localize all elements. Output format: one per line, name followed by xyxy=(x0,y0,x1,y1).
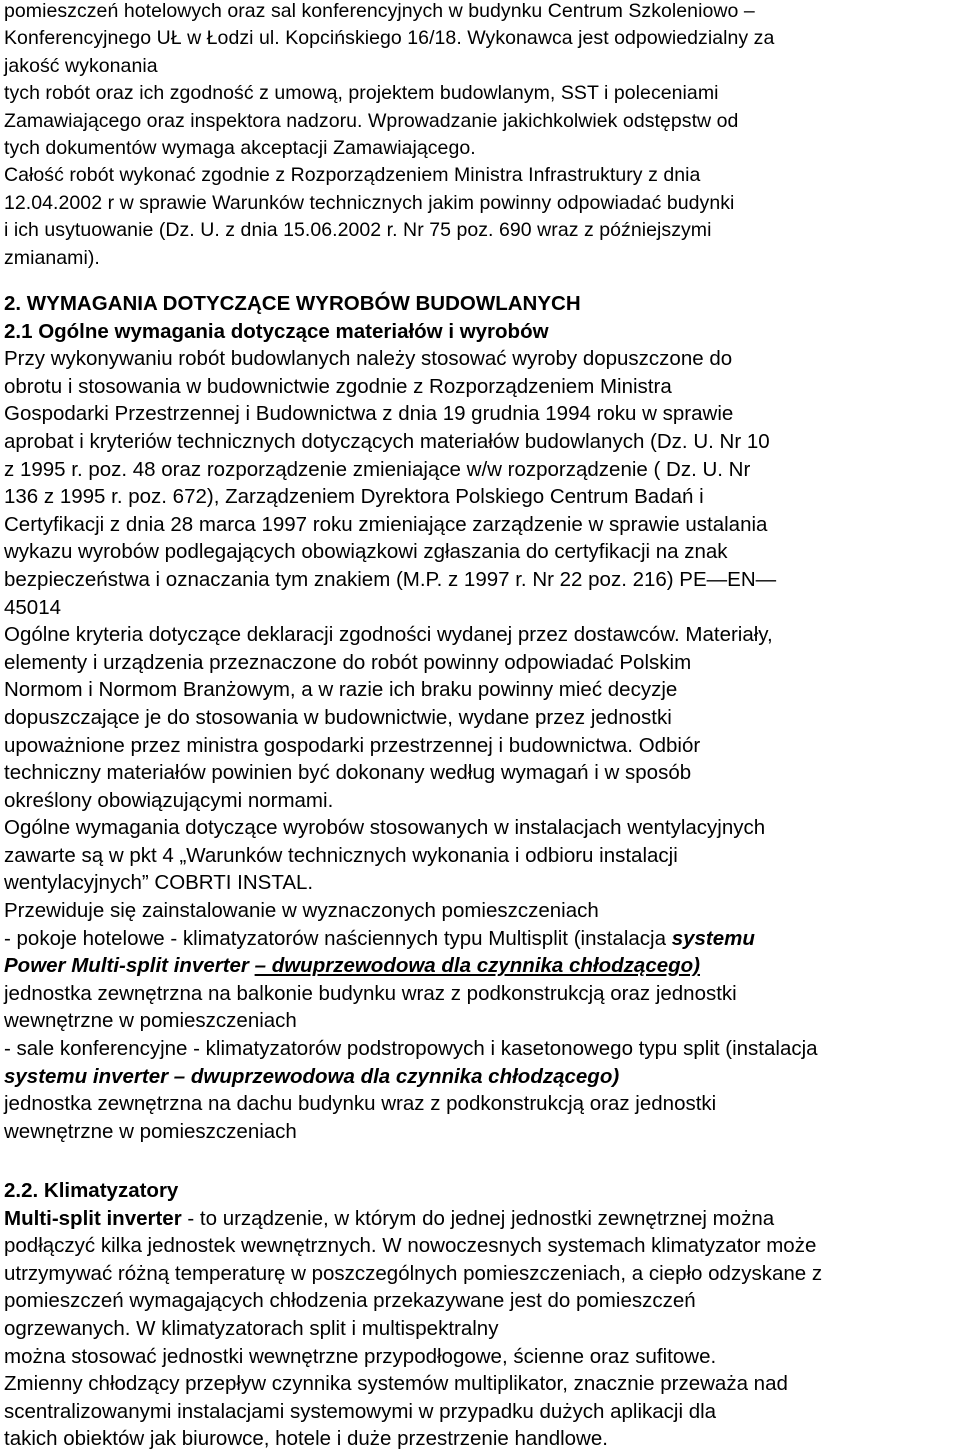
text-line: dopuszczające je do stosowania w budownictwie, wydane przez jednostki xyxy=(4,705,672,729)
section-2-2 xyxy=(4,1177,822,1453)
text-line: wentylacyjnych” COBRTI INSTAL. xyxy=(4,871,314,895)
text-line: Zmienny chłodzący przepływ czynnika systemów multiplikator, znacznie przeważa nad xyxy=(4,1372,788,1396)
text-line: podłączyć kilka jednostek wewnętrznych. W nowoczesnych systemach klimatyzator może xyxy=(4,1234,817,1258)
text-line: i ich usytuowanie (Dz. U. z dnia 15.06.2002 r. Nr 75 poz. 690 wraz z późniejszymi xyxy=(4,219,712,242)
text-line: Gospodarki Przestrzennej i Budownictwa z dnia 19 grudnia 1994 roku w sprawie xyxy=(4,402,734,426)
text-line: jednostka zewnętrzna na balkonie budynku wraz z podkonstrukcją oraz jednostki xyxy=(4,981,737,1005)
text-line: zmianami). xyxy=(4,246,100,269)
text-line: Ogólne kryteria dotyczące deklaracji zgodności wydanej przez dostawców. Materiały, xyxy=(4,623,773,647)
section-heading: 2.2. Klimatyzatory xyxy=(4,1179,179,1202)
text-line: określony obowiązującymi normami. xyxy=(4,788,334,812)
text-line: Konferencyjnego UŁ w Łodzi ul. Kopcińskiego 16/18. Wykonawca jest odpowiedzialny za xyxy=(4,27,775,50)
text-line: tych dokumentów wymaga akceptacji Zamawiającego. xyxy=(4,137,476,160)
text-line: z 1995 r. poz. 48 oraz rozporządzenie zmieniające w/w rozporządzenie ( Dz. U. Nr xyxy=(4,457,751,481)
text-line: 45014 xyxy=(4,595,62,619)
text-line: pomieszczeń hotelowych oraz sal konferencyjnych w budynku Centrum Szkoleniowo – xyxy=(4,0,755,22)
text-line: zawarte są w pkt 4 „Warunków technicznych wykonania i odbioru instalacji xyxy=(4,843,678,867)
hotel-rooms-text: - pokoje hotelowe - klimatyzatorów naściennych typu Multisplit (instalacja xyxy=(4,926,672,950)
text-line: pomieszczeń wymagających chłodzenia przekazywane jest do pomieszczeń xyxy=(4,1289,696,1313)
hotel-rooms-line xyxy=(4,925,818,953)
text-line: utrzymywać różną temperaturę w poszczególnych pomieszczeniach, a ciepło odzyskane z xyxy=(4,1261,823,1285)
text-line: tych robót oraz ich zgodność z umową, projektem budowlanym, SST i poleceniami xyxy=(4,82,719,105)
text-line: techniczny materiałów powinien być dokonany według wymagań i w sposób xyxy=(4,761,692,785)
system-description: – dwuprzewodowa dla czynnika chłodzącego) xyxy=(173,1064,620,1088)
system-emphasis: systemu xyxy=(671,926,755,950)
text-line: jakość wykonania xyxy=(4,54,158,77)
text-line: jednostka zewnętrzna na dachu budynku wraz z podkonstrukcją oraz jednostki xyxy=(4,1092,717,1116)
text-line: Zamawiającego oraz inspektora nadzoru. Wprowadzanie jakichkolwiek odstępstw od xyxy=(4,109,739,132)
lead-line xyxy=(4,1205,822,1233)
text-line: elementy i urządzenia przeznaczone do robót powinny odpowiadać Polskim xyxy=(4,650,692,674)
conference-system-line xyxy=(4,1063,818,1091)
subsection-heading: 2.1 Ogólne wymagania dotyczące materiałów i wyrobów xyxy=(4,319,549,343)
text-line: wewnętrzne w pomieszczeniach xyxy=(4,1119,297,1143)
text-line: Normom i Normom Branżowym, a w razie ich braku powinny mieć decyzje xyxy=(4,678,678,702)
conference-rooms-line: - sale konferencyjne - klimatyzatorów podstropowych i kasetonowego typu split (instalacja xyxy=(4,1037,818,1061)
text-line: Ogólne wymagania dotyczące wyrobów stosowanych w instalacjach wentylacyjnych xyxy=(4,816,766,840)
hotel-system-line xyxy=(4,952,818,980)
text-line: upoważnione przez ministra gospodarki przestrzennej i budownictwa. Odbiór xyxy=(4,733,701,757)
text-line: można stosować jednostki wewnętrzne przypodłogowe, ścienne oraz sufitowe. xyxy=(4,1344,717,1368)
lead-term: Multi-split inverter xyxy=(4,1206,182,1230)
system-name: Power Multi-split inverter xyxy=(4,954,255,978)
text-line: obrotu i stosowania w budownictwie zgodnie z Rozporządzeniem Ministra xyxy=(4,374,672,398)
section-2 xyxy=(4,290,818,1145)
section-heading: 2. WYMAGANIA DOTYCZĄCE WYROBÓW BUDOWLANYCH xyxy=(4,292,581,315)
text-line: Certyfikacji z dnia 28 marca 1997 roku zmieniające zarządzenie w sprawie ustalania xyxy=(4,512,768,536)
intro-paragraph xyxy=(4,0,774,272)
system-name: systemu inverter xyxy=(4,1064,174,1088)
system-description: – dwuprzewodowa dla czynnika chłodzącego) xyxy=(254,954,700,978)
text-line: Przy wykonywaniu robót budowlanych należy stosować wyroby dopuszczone do xyxy=(4,347,733,371)
text-line: 136 z 1995 r. poz. 672), Zarządzeniem Dyrektora Polskiego Centrum Badań i xyxy=(4,485,704,509)
text-line: bezpieczeństwa i oznaczania tym znakiem (M.P. z 1997 r. Nr 22 poz. 216) PE—EN— xyxy=(4,567,777,591)
text-line: aprobat i kryteriów technicznych dotyczących materiałów budowlanych (Dz. U. Nr 10 xyxy=(4,429,770,453)
text-line: wewnętrzne w pomieszczeniach xyxy=(4,1009,297,1033)
text-line: wykazu wyrobów podlegających obowiązkowi zgłaszania do certyfikacji na znak xyxy=(4,540,728,564)
text-line: ogrzewanych. W klimatyzatorach split i multispektralny xyxy=(4,1316,499,1340)
text-line: takich obiektów jak biurowce, hotele i duże przestrzenie handlowe. xyxy=(4,1427,608,1451)
text-line: scentralizowanymi instalacjami systemowymi w przypadku dużych aplikacji dla xyxy=(4,1399,717,1423)
text-line: Całość robót wykonać zgodnie z Rozporządzeniem Ministra Infrastruktury z dnia xyxy=(4,164,701,187)
text-line: Przewiduje się zainstalowanie w wyznaczonych pomieszczeniach xyxy=(4,899,599,923)
text-line: 12.04.2002 r w sprawie Warunków technicznych jakim powinny odpowiadać budynki xyxy=(4,191,735,214)
lead-text: - to urządzenie, w którym do jednej jednostki zewnętrznej można xyxy=(181,1206,775,1230)
